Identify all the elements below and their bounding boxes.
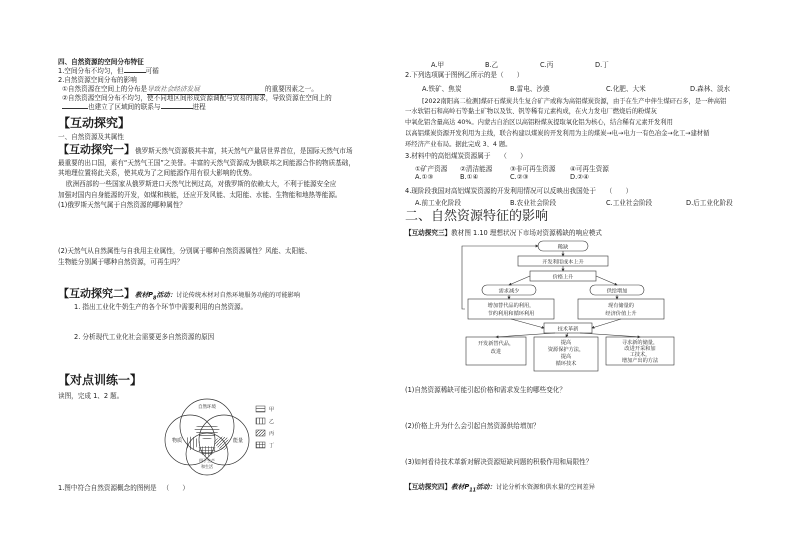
sub1-title: 一、自然资源及其属性 — [58, 133, 124, 141]
flow-text-b2-2: 资源保护方法， — [547, 347, 585, 353]
inquiry2-tag: 【互动探究二】 — [58, 287, 135, 300]
venn-region-bing — [214, 437, 229, 450]
flow-text-b2-1: 提高 — [560, 340, 572, 346]
venn-diagram — [150, 398, 290, 478]
flow-text-tech: 技术革新 — [557, 326, 579, 333]
flow-text-b1-1: 开发新替代品， — [477, 341, 515, 347]
inquiry2-book-rest: 活动： — [156, 291, 177, 299]
handwritten-answer-1[interactable]: 导致社会经济发展 — [147, 85, 265, 95]
flow-text-right-2: 经济价值上升 — [605, 311, 637, 317]
flow-text-b2-3: 提高 — [560, 354, 572, 360]
question4: 4.现阶段我国对高铝煤炭资源的开发利用情况可以反映出我国处于 （ ） — [405, 187, 633, 195]
passage-line-4: 以高铝煤炭资源开发利用为主线，联合构建以煤炭的开发利用为主的煤炭→电→电力一有色冶金→化工→建材循 — [405, 130, 710, 137]
question1 — [58, 484, 189, 493]
q3-statement-4: ④可再生资源 — [570, 165, 609, 173]
flow-text-b3-2: 改进开采和加 — [624, 346, 656, 352]
inquiry2 — [58, 287, 300, 303]
q3-option-c[interactable]: C.②③ — [510, 173, 529, 181]
inquiry2-question1: 1. 指出工业化牛奶生产的各个环节中需要利用的自然资源。 — [74, 303, 248, 311]
legend-label-jia: 甲 — [269, 407, 275, 413]
training1-title: 【对点训练一】 — [58, 373, 143, 387]
inquiry1-question1: (1)俄罗斯天然气属于自然资源的哪种属性？ — [58, 201, 187, 209]
inquiry1 — [58, 143, 353, 156]
section2-title: 二、自然资源特征的影响 — [405, 209, 549, 224]
inquiry1-text3: 其地理位置将此关系，使其成为了之间能源作用有很大影响的优势。 — [58, 169, 256, 177]
section4-title: 四、自然资源的空间分布特征 — [58, 58, 144, 66]
venn-region-jia — [194, 424, 220, 440]
flow-text-scarcity: 稀缺 — [557, 244, 569, 251]
legend-swatch-jia — [256, 406, 265, 412]
legend-label-bing: 丙 — [269, 431, 275, 437]
legend-swatch-ding — [256, 442, 265, 448]
flow-text-right-1: 现有储量的 — [608, 303, 634, 309]
flow-text-b3-1: 寻求新的储量， — [621, 340, 659, 346]
right-column — [400, 0, 794, 560]
inquiry2-question2: 2. 分析现代工业化社会需要更多自然资源的原因 — [74, 333, 215, 341]
blank-2[interactable] — [62, 108, 88, 109]
flow-text-b2-4: 循环技术 — [555, 361, 577, 367]
q3-option-a[interactable]: A.①③ — [415, 173, 434, 181]
venn-label-right: 能量 — [232, 438, 244, 444]
venn-label-outer: 自然环境 — [198, 405, 216, 410]
blank-3[interactable] — [161, 108, 193, 109]
q3-statement-1: ①矿产资源 — [415, 165, 448, 173]
flow-text-left-2: 节约利用和循环利用 — [487, 311, 535, 317]
inquiry2-handwriting: 讨论传统木材对自然环境服务功能的可能影响 — [176, 292, 301, 299]
q1-option-b[interactable]: B.乙 — [485, 61, 499, 69]
inquiry4-book-page: 11 — [469, 487, 477, 494]
item2-1-text-a: ①自然资源在空间上的分布是 — [62, 85, 148, 93]
passage-line-3: 中氧化铝含量高达 40%。内蒙古自治区以高铝粉煤灰提取氧化铝为核心，结合稀有元素开发利用 — [405, 119, 673, 126]
venn-region-yi — [186, 437, 201, 450]
inquiry1-question2b: 生物能分别属于哪种自然资源，可再生吗？ — [58, 258, 184, 266]
venn-label-bottom-1: 用于生产 — [199, 458, 215, 463]
flow-text-b1-2: 改进 — [490, 349, 502, 355]
question2: 2.下列选项属于图例乙所示的是（ ） — [405, 71, 524, 79]
legend-label-yi: 乙 — [269, 419, 275, 425]
flow-text-demand: 需求减少 — [498, 288, 520, 295]
inquiry4-book-rest: 活动： — [476, 483, 496, 491]
flow-diagram — [460, 239, 680, 379]
item2-1-text-b: 的重要因素之一。 — [265, 85, 318, 93]
q3-option-b[interactable]: B.①④ — [460, 173, 479, 181]
inquiry4 — [405, 483, 595, 495]
flow-question1: (1)自然资源稀缺可能引起价格和需求发生的哪些变化？ — [405, 386, 566, 394]
q1-option-c[interactable]: C.丙 — [540, 61, 554, 69]
q4-option-a[interactable]: A.前工业化阶段 — [415, 199, 462, 207]
item2-2-text-c: 进程 — [192, 103, 206, 111]
inquiry1-text5: 加强对国内自身能源的开发，如煤和核能，还应开发风能、太阳能、水能、生物能和地热等能源。 — [58, 191, 342, 199]
passage-line-5: 环经济产业布局。据此完成 3、4 题。 — [405, 141, 512, 148]
legend-label-ding: 丁 — [269, 443, 275, 449]
q1-option-d[interactable]: D.丁 — [595, 61, 609, 69]
flow-text-left-1: 增加替代品的利用， — [487, 303, 535, 309]
flow-text-b3-4: 增加产出的方法 — [621, 358, 659, 364]
inquiry3-tag: 【互动探究三】 — [405, 229, 452, 237]
q2-option-c[interactable]: C.化肥、大米 — [606, 85, 646, 93]
q4-option-d[interactable]: D.后工业化阶段 — [686, 199, 733, 207]
inquiry1-tag: 【互动探究一】 — [58, 143, 135, 156]
q2-option-a[interactable]: A.铁矿、焦炭 — [422, 85, 462, 93]
q3-statement-2: ②清洁能源 — [460, 165, 493, 173]
passage-line-1: [2022南阳高二检测]煤矸石煤炭共生复合矿产或称为高铝煤炭资源，由于在生产中伴生煤矸石多，是一种高铝 — [422, 98, 727, 105]
inquiry1-text2: 最重要的出口国，素有“天然气王国”之美誉。丰富的天然气资源成为俄联邦之间能源合作的物质基础， — [58, 159, 355, 167]
blank-1[interactable] — [124, 72, 146, 73]
inquiry1-question2a: (2)天然气从自然属性与自我用主业属性，分别属于哪种自然资源属性？风能、太阳能、 — [58, 247, 312, 255]
q4-option-b[interactable]: B.农业社会阶段 — [510, 199, 557, 207]
venn-region-ding — [198, 446, 216, 456]
q3-statement-3: ③非可再生资源 — [510, 165, 556, 173]
inquiry4-handwriting: 讨论分析水资源和供水量的空间差异 — [495, 484, 595, 491]
flow-text-supply: 供给增加 — [606, 288, 628, 295]
hudong-title: 【互动探究】 — [58, 116, 131, 130]
inquiry4-book: 教材P — [451, 483, 470, 491]
inquiry3-text: 教材图 1.10 理想状况下市场对资源稀缺的响应模式 — [451, 229, 602, 237]
flow-question3: (3)如何看待技术革新对解决资源短缺问题的积极作用和局限性？ — [405, 458, 593, 466]
item2-2a: ②自然资源空间分布不均匀，使不同地区间形成资源调配与贸易的需求，导致资源在空间上的 — [62, 94, 332, 102]
q4-option-c[interactable]: C.工业社会阶段 — [606, 199, 653, 207]
inquiry1-text4: 欧洲西部的一些国家从俄罗斯进口天然气比例过高，对俄罗斯的依赖太大，不利于能源安全应 — [66, 180, 337, 188]
training1-intro: 读图，完成 1、2 题。 — [58, 392, 124, 400]
item2-2-text-b: 也建立了区域间的联系与 — [88, 103, 161, 111]
q2-option-d[interactable]: D.森林、淡水 — [690, 85, 731, 93]
venn-label-bottom-2: 和生活 — [201, 464, 213, 469]
inquiry2-book: 教材P — [135, 291, 154, 299]
flow-text-price: 价格上升 — [552, 274, 574, 281]
inquiry1-text1: 俄罗斯天然气资源极其丰富，其天然气产量居世界首位，是国际天然气市场 — [135, 147, 353, 155]
legend-swatch-bing — [256, 430, 265, 436]
flow-text-b3-3: 工技术， — [629, 352, 651, 358]
inquiry2-book-page: 8 — [153, 295, 157, 302]
q1-option-a[interactable]: A.甲 — [431, 61, 445, 69]
item1-text-b: 可循 — [145, 67, 159, 75]
question1-text: 1.图中符合自然资源概念的图例是 — [58, 484, 157, 492]
item2-2b — [62, 103, 206, 112]
flow-question2: (2)价格上升为什么会引起自然资源供给增加？ — [405, 422, 540, 430]
q3-option-d[interactable]: D.②④ — [570, 173, 589, 181]
question1-paren[interactable]: （ ） — [162, 484, 189, 492]
question3: 3.材料中的高铝煤炭资源属于 （ ） — [405, 152, 527, 160]
q2-option-b[interactable]: B.雷电、沙漠 — [510, 85, 550, 93]
legend-swatch-yi — [256, 418, 265, 424]
inquiry3 — [405, 229, 602, 238]
item1-text-a: 1.空间分布不均匀，但 — [58, 67, 124, 75]
inquiry4-tag: 【互动探究四】 — [405, 483, 452, 491]
flow-text-cost: 开发利用成本上升 — [542, 259, 584, 266]
item1 — [58, 67, 159, 76]
item2: 2.自然资源空间分布的影响 — [58, 76, 137, 84]
venn-label-left: 物质 — [171, 438, 183, 444]
passage-line-2: 一水软铝石和高岭石等黏土矿物以及钛、钒等稀有元素构成，在火力发电厂燃烧后的粉煤灰 — [405, 108, 657, 115]
